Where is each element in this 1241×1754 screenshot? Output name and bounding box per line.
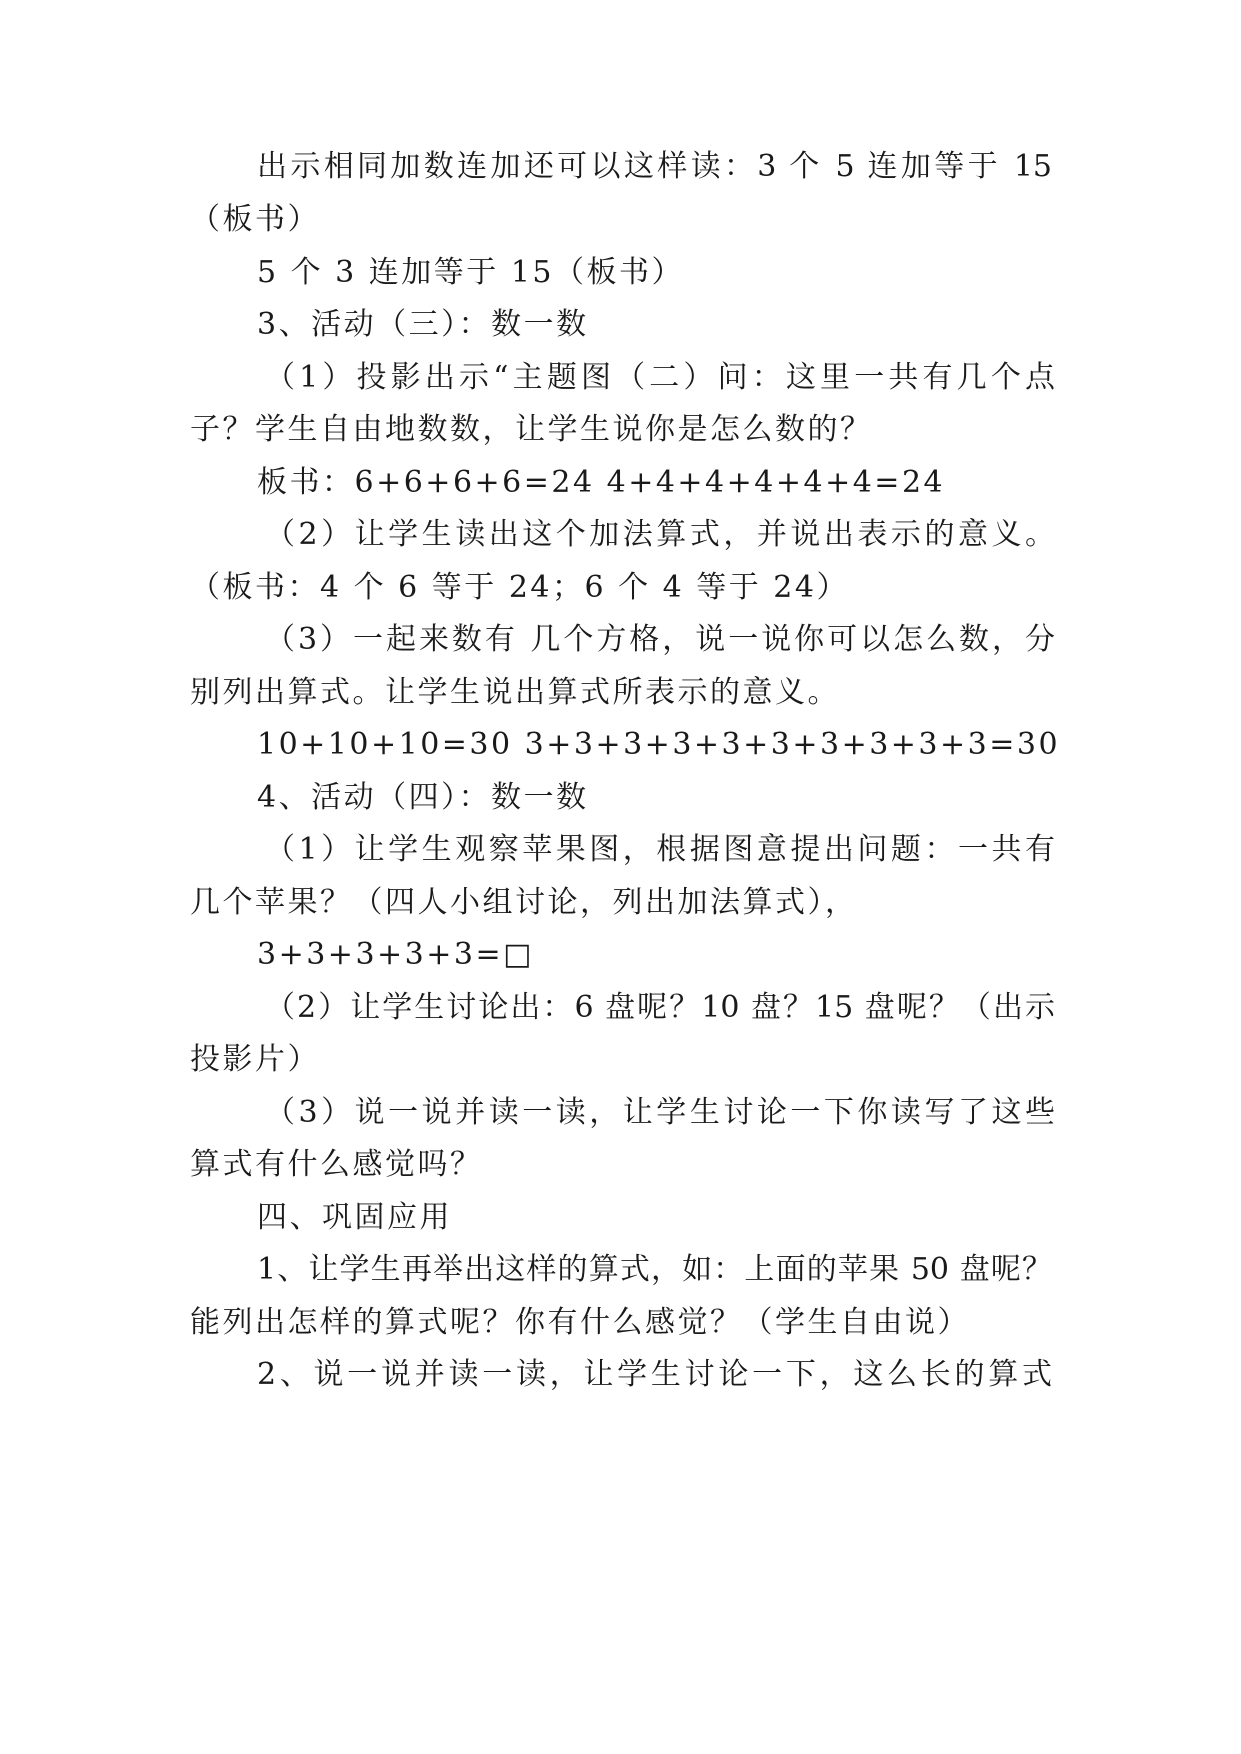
paragraph-line: 1、让学生再举出这样的算式，如：上面的苹果 50 盘呢？ [257, 1252, 1052, 1287]
formula-line: 3+3+3+3+3=□ [257, 937, 534, 972]
paragraph-line: （3）一起来数有 几个方格，说一说你可以怎么数，分 [265, 622, 1055, 657]
formula-line: 10+10+10=30 3+3+3+3+3+3+3+3+3+3=30 [257, 727, 1061, 762]
section-heading: 四、巩固应用 [257, 1200, 452, 1235]
paragraph-line: （板书） [190, 202, 320, 237]
section-heading: 4、活动（四）：数一数 [257, 780, 589, 815]
paragraph-line: 能列出怎样的算式呢？你有什么感觉？（学生自由说） [190, 1305, 970, 1340]
paragraph-line: （3）说一说并读一读，让学生讨论一下你读写了这些 [265, 1095, 1055, 1130]
paragraph-line: 5 个 3 连加等于 15（板书） [257, 255, 684, 290]
paragraph-line: 投影片） [190, 1042, 320, 1077]
paragraph-line: （1）让学生观察苹果图，根据图意提出问题：一共有 [265, 832, 1055, 867]
paragraph-line: 子？学生自由地数数，让学生说你是怎么数的？ [190, 412, 873, 447]
paragraph-line: 算式有什么感觉吗？ [190, 1147, 483, 1182]
section-heading: 3、活动（三）：数一数 [257, 307, 589, 342]
paragraph-line: 出示相同加数连加还可以这样读：3 个 5 连加等于 15 [257, 149, 1052, 184]
paragraph-line: 几个苹果？（四人小组讨论，列出加法算式）， [190, 885, 858, 920]
formula-line: 板书：6+6+6+6=24 4+4+4+4+4+4=24 [257, 465, 946, 500]
paragraph-line: （1）投影出示“主题图（二）问：这里一共有几个点 [265, 360, 1055, 395]
paragraph-line: 别列出算式。让学生说出算式所表示的意义。 [190, 675, 840, 710]
paragraph-line: 2、说一说并读一读，让学生讨论一下，这么长的算式 [257, 1357, 1052, 1392]
paragraph-line: （板书：4 个 6 等于 24；6 个 4 等于 24） [190, 570, 849, 605]
paragraph-line: （2）让学生读出这个加法算式，并说出表示的意义。 [265, 517, 1055, 552]
paragraph-line: （2）让学生讨论出：6 盘呢？10 盘？15 盘呢？（出示 [265, 990, 1055, 1025]
